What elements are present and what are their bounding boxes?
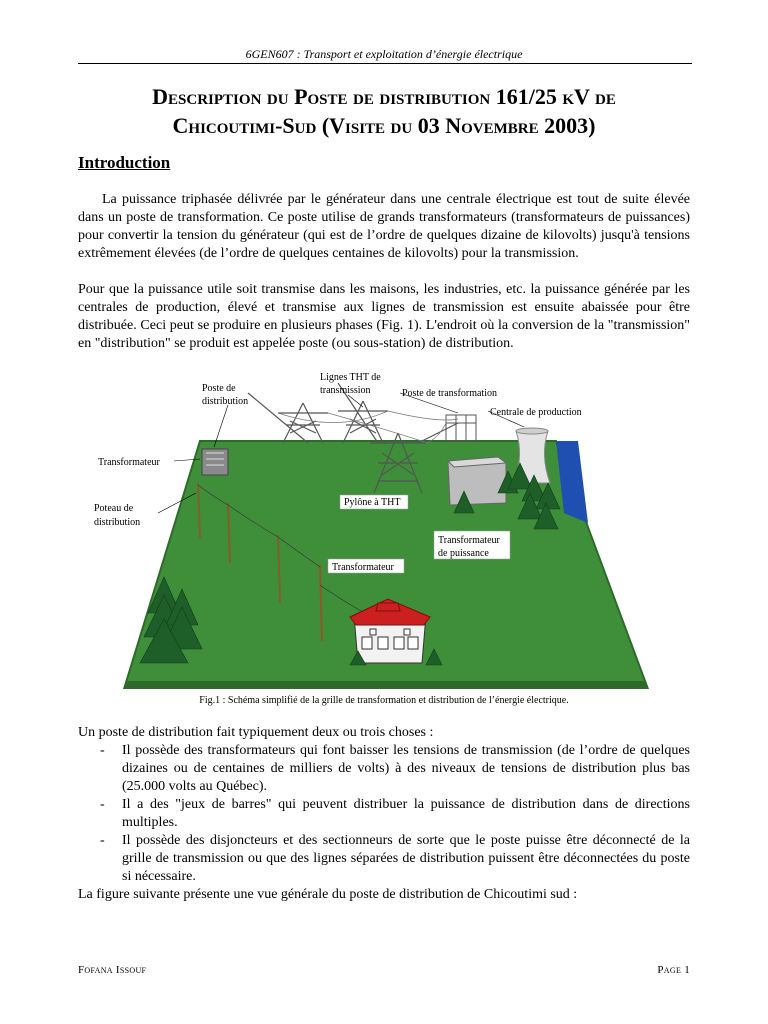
label-lignes-tht-1: Lignes THT de [320, 372, 381, 383]
bullet-list [78, 742, 690, 886]
document-title [60, 82, 708, 140]
ground-edge [124, 681, 648, 689]
label-poste-distribution-2: distribution [202, 396, 249, 407]
label-pylone-tht: Pylône à THT [344, 497, 401, 508]
footer-page-number: Page 1 [657, 964, 690, 976]
bullet-dash: - [100, 833, 105, 848]
running-header: 6GEN607 : Transport et exploitation d’énergie électrique [245, 47, 523, 61]
bullet-text: Il a des "jeux de barres" qui peuvent distribuer la puissance de distribution dans de directions multiples. [122, 797, 690, 830]
title-line-2: Chicoutimi-Sud (Visite du 03 Novembre 2003) [172, 113, 596, 138]
label-transformateur-top: Transformateur [98, 457, 160, 468]
paragraph-intro-2: Pour que la puissance utile soit transmise dans les maisons, les industries, etc. la puissance générée par les centrales de production, élevé et transmise aux lignes de transmission est ensuite abaissée pour être distribuée. Ceci peut se produire en plusieurs phases (Fig. 1). L'endroit où la conversion de la "transmission" en "distribution" se produit est appelée poste (ou sous-station) de distribution. [78, 282, 690, 351]
footer-author: Fofana Issouf [78, 964, 147, 976]
cooling-tower-top [516, 428, 548, 434]
bullet-text: Il possède des transformateurs qui font baisser les tensions de transmission (de l’ordre de quelques dizaines ou de centaines de milliers de volts) à des niveaux de tensions de distribution plus bas (25.000 volts au Québec). [122, 743, 690, 794]
label-lignes-tht-2: transmission [320, 385, 371, 396]
paragraph-intro-1: La puissance triphasée délivrée par le générateur dans une centrale électrique est tout de suite élevée dans un poste de transformation. Ce poste utilise de grands transformateurs (transformateurs de puissances) pour convertir la tension du générateur (qui est de l’ordre de quelques dizaine de kilovolts) jusqu'à tensions extrêmement élevées (de l’ordre de quelques centaines de kilovolts) pour la transmission. [78, 192, 690, 261]
paragraph-figure-intro: La figure suivante présente une vue générale du poste de distribution de Chicoutimi sud : [78, 887, 578, 902]
label-centrale-production: Centrale de production [490, 407, 582, 418]
bullet-dash: - [100, 797, 105, 812]
transformation-station [446, 415, 476, 441]
label-transfo-puissance-2: de puissance [438, 548, 489, 559]
power-grid-illustration [78, 363, 692, 689]
label-poste-transformation: Poste de transformation [402, 388, 497, 399]
distribution-station [202, 449, 228, 475]
label-poteau-2: distribution [94, 517, 141, 528]
section-heading-introduction: Introduction [78, 153, 171, 172]
list-item [78, 832, 690, 886]
label-poste-distribution-1: Poste de [202, 383, 236, 394]
label-poteau-1: Poteau de [94, 503, 134, 514]
bullet-text: Il possède des disjoncteurs et des sectionneurs de sorte que le poste puisse être déconnecté de la grille de transmission ou que des lignes séparées de distribution puissent être déconnectées du poste si nécessaire. [122, 833, 690, 884]
list-item [78, 796, 690, 832]
list-item [78, 742, 690, 796]
title-line-1: Description du Poste de distribution 161/25 kV de [152, 84, 616, 109]
header-rule [78, 63, 692, 64]
label-transfo-puissance-1: Transformateur [438, 535, 500, 546]
figure-power-grid-diagram [78, 363, 692, 689]
bullet-dash: - [100, 743, 105, 758]
label-transformateur-mid: Transformateur [332, 562, 394, 573]
figure-caption: Fig.1 : Schéma simplifié de la grille de transformation et distribution de l’énergie électrique. [199, 695, 569, 706]
paragraph-list-intro: Un poste de distribution fait typiquement deux ou trois choses : [78, 725, 434, 740]
